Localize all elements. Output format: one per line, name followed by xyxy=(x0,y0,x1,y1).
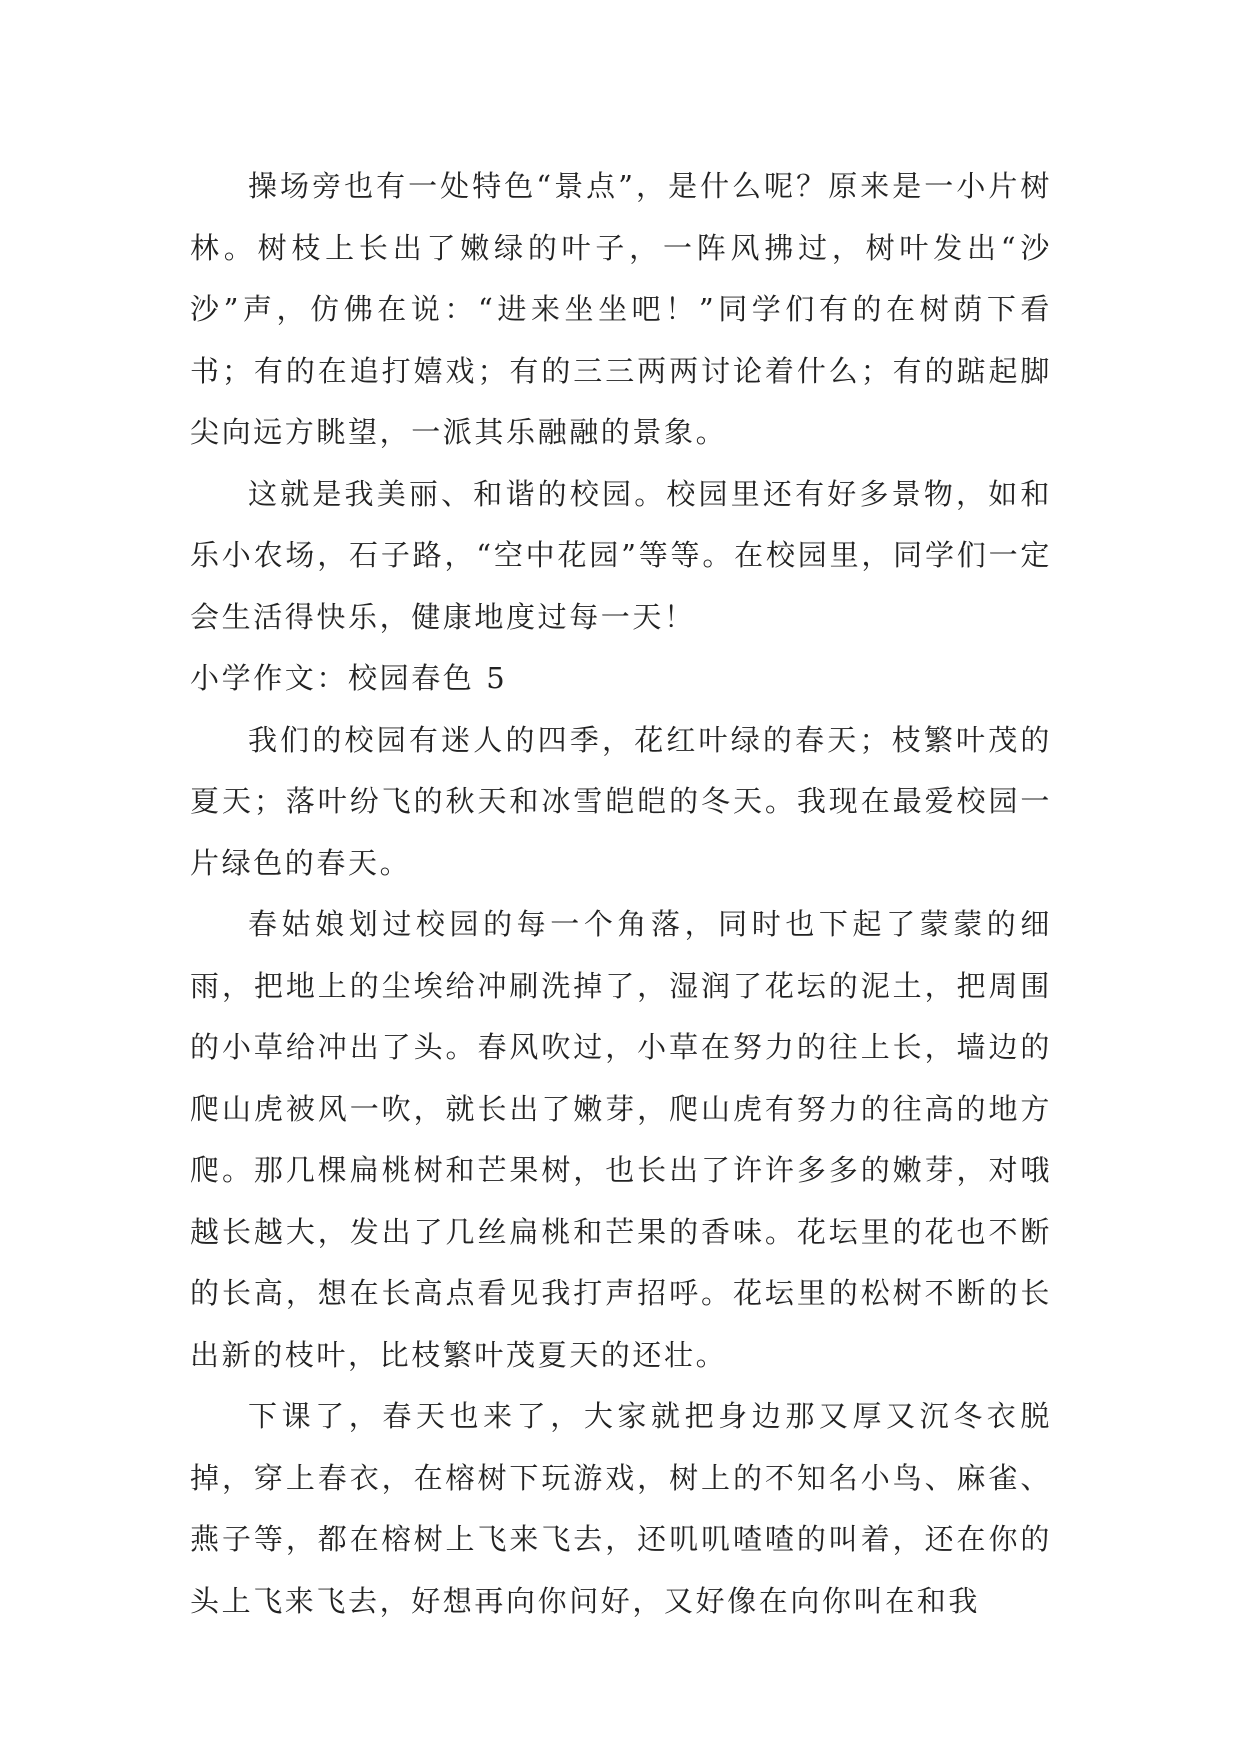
paragraph-after-class: 下课了，春天也来了，大家就把身边那又厚又沉冬衣脱掉，穿上春衣，在榕树下玩游戏，树上的不知名小鸟、麻雀、燕子等，都在榕树上飞来飞去，还叽叽喳喳的叫着，还在你的头上飞来飞去，好想再向你问好，又好像在向你叫在和我 xyxy=(190,1399,1052,1618)
paragraph-four-seasons: 我们的校园有迷人的四季，花红叶绿的春天；枝繁叶茂的夏天；落叶纷飞的秋天和冰雪皑皑的冬天。我现在最爱校园一片绿色的春天。 xyxy=(190,722,1052,880)
paragraph-spring-rain: 春姑娘划过校园的每一个角落，同时也下起了蒙蒙的细雨，把地上的尘埃给冲刷洗掉了，湿润了花坛的泥土，把周围的小草给冲出了头。春风吹过，小草在努力的往上长，墙边的爬山虎被风一吹，就长出了嫩芽，爬山虎有努力的往高的地方爬。那几棵扁桃树和芒果树，也长出了许许多多的嫩芽，对哦越长越大，发出了几丝扁桃和芒果的香味。花坛里的花也不断的长高，想在长高点看见我打声招呼。花坛里的松树不断的长出新的枝叶，比枝繁叶茂夏天的还壮。 xyxy=(190,907,1052,1372)
paragraph-harmonious-campus: 这就是我美丽、和谐的校园。校园里还有好多景物，如和乐小农场，石子路，“空中花园”等等。在校园里，同学们一定会生活得快乐，健康地度过每一天！ xyxy=(190,476,1052,634)
document-body xyxy=(190,156,1052,1632)
essay-heading: 小学作文：校园春色 5 xyxy=(190,661,508,695)
paragraph-playground-grove: 操场旁也有一处特色“景点”，是什么呢？原来是一小片树林。树枝上长出了嫩绿的叶子，一阵风拂过，树叶发出“沙沙”声，仿佛在说：“进来坐坐吧！”同学们有的在树荫下看书；有的在追打嬉戏；有的三三两两讨论着什么；有的踮起脚尖向远方眺望，一派其乐融融的景象。 xyxy=(190,169,1052,449)
